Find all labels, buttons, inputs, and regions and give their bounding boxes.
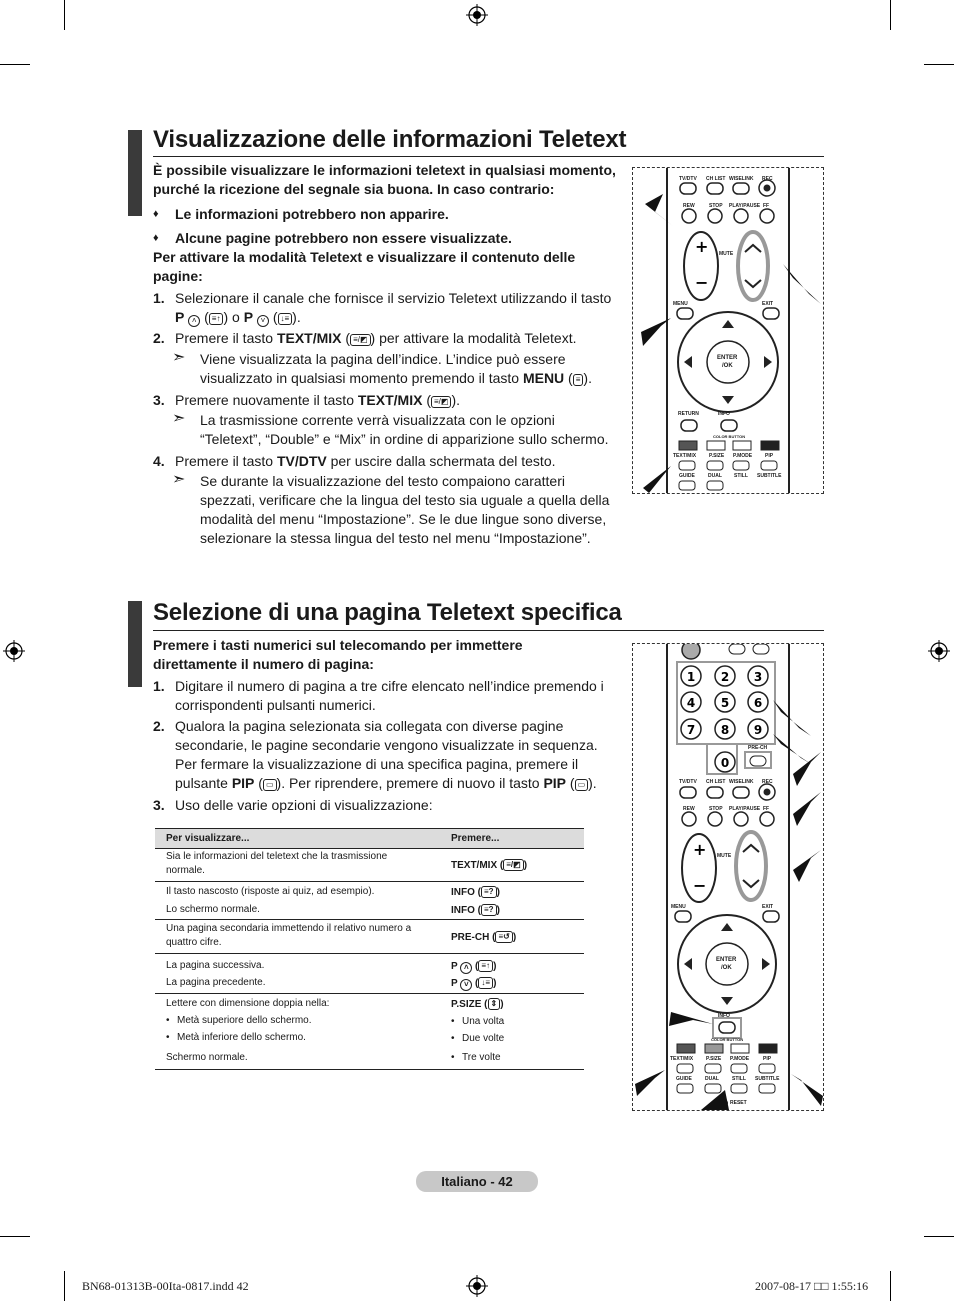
step-number: 1. [153, 290, 165, 306]
remote-illustration [632, 167, 824, 494]
info-label: INFO [718, 411, 730, 417]
table-cell: La pagina successiva. [166, 960, 265, 971]
digit-7: 7 [686, 723, 696, 737]
table-cell: Il tasto nascosto (risposte ai quiz, ad esempio). [166, 886, 375, 897]
digit-3: 3 [753, 670, 763, 684]
registration-mark-icon [3, 640, 25, 662]
teletext-next-icon: ≡↑ [209, 313, 224, 325]
section-rule [153, 630, 824, 631]
info-label: INFO [718, 1013, 730, 1019]
text-fragment: P.SIZE ( [451, 999, 488, 1010]
section-title: Visualizzazione delle informazioni Teletext [153, 126, 627, 153]
teletext-next-icon: ≡↑ [478, 960, 493, 972]
digit-2: 2 [720, 670, 730, 684]
step-text [175, 452, 556, 471]
chevron-up-icon: ˄ [460, 962, 472, 974]
crop-mark [890, 0, 891, 30]
color-button-label: COLOR BUTTON [713, 434, 746, 439]
mute-label: MUTE [717, 853, 732, 859]
text-fragment: TEXT/MIX ( [451, 860, 504, 871]
pre-ch-icon: ≡↺ [495, 931, 512, 943]
text-fragment: ). [451, 392, 461, 408]
pip-icon: ▭ [575, 779, 589, 791]
table-cell: Metà superiore dello schermo. [177, 1015, 312, 1026]
section-rule [153, 156, 824, 157]
digit-5: 5 [720, 696, 730, 710]
step-text: Digitare il numero di pagina a tre cifre elencato nell’indice premendo i [175, 678, 604, 694]
text-fragment: Premere il tasto [175, 453, 274, 469]
registration-mark-icon [466, 4, 488, 26]
svg-text:+: + [693, 840, 707, 859]
note-text: spezzati, verificare che la lingua del testo sia uguale a quella della [200, 492, 610, 508]
key-label: TEXT/MIX [357, 392, 423, 408]
ok-label: /OK [722, 363, 733, 369]
section-bar [128, 130, 142, 216]
note-arrow-icon: ➣ [172, 349, 186, 366]
dual-label: DUAL [708, 473, 722, 479]
note-text: La trasmissione corrente verrà visualizzata con le opzioni [200, 412, 555, 428]
psize-label: P.SIZE [706, 1056, 722, 1062]
rec-label: REC [762, 176, 773, 182]
table-cell: Sia le informazioni del teletext che la trasmissione [166, 851, 388, 862]
teletext-prev-icon: ↓≡ [478, 977, 493, 989]
step-number: 4. [153, 453, 165, 469]
wiselink-label: WISELINK [729, 779, 754, 785]
text-fragment: INFO ( [451, 905, 481, 916]
bullet-icon: • [166, 1032, 170, 1043]
crop-mark [0, 1236, 30, 1237]
text-mix-label: TEXT/MIX [670, 1056, 694, 1062]
intro-text: È possibile visualizzare le informazioni teletext in qualsiasi momento, [153, 162, 616, 178]
ff-label: FF [763, 806, 770, 812]
exit-label: EXIT [762, 301, 774, 307]
bullet-icon: ♦ [153, 232, 159, 244]
still-label: STILL [732, 1076, 746, 1082]
digit-8: 8 [720, 723, 730, 737]
table-cell: P ˄ ( ≡↑ ) [451, 961, 497, 972]
reset-label: RESET [730, 1100, 747, 1106]
pip-label: PIP [765, 453, 774, 459]
key-label: PIP [231, 775, 255, 791]
menu-label: MENU [671, 904, 686, 910]
bullet-icon: • [166, 1015, 170, 1026]
rew-label: REW [683, 806, 695, 812]
text-fragment: pulsante [175, 775, 228, 791]
text-fragment: INFO ( [451, 887, 481, 898]
crop-mark [64, 1271, 65, 1301]
step-number: 1. [153, 678, 165, 694]
bullet-icon: • [451, 1033, 455, 1044]
section-bar [128, 601, 142, 687]
table-cell: Una volta [462, 1016, 505, 1027]
step-number: 3. [153, 797, 165, 813]
table-header-cell: Per visualizzare... [166, 833, 250, 844]
text-fragment: Premere nuovamente il tasto [175, 392, 354, 408]
table-header-cell: Premere... [451, 833, 500, 844]
enter-label: ENTER [716, 957, 737, 963]
registration-mark-icon [466, 1275, 488, 1297]
text-fragment: ) o [223, 309, 240, 325]
step-text: P ˄ ( ≡↑ ) o P ˅ ( ↓≡ ). [175, 309, 301, 325]
note-text: “Teletext”, “Double” e “Mix” in ordine di apparizione sullo schermo. [200, 431, 609, 447]
step-text: Selezionare il canale che fornisce il servizio Teletext utilizzando il tasto [175, 290, 612, 306]
pre-ch-label: PRE-CH [748, 745, 768, 751]
digit-1: 1 [686, 670, 696, 684]
table-cell: quattro cifre. [166, 937, 222, 948]
size-icon: ⇕ [488, 998, 501, 1010]
section-title: Selezione di una pagina Teletext specifica [153, 599, 622, 626]
registration-mark-icon [928, 640, 950, 662]
digit-4: 4 [686, 696, 696, 710]
stop-label: STOP [709, 806, 723, 812]
key-label: P [243, 309, 254, 325]
key-label: P [175, 309, 185, 325]
teletext-mix-icon: ≡/◩ [350, 334, 370, 346]
crop-mark [0, 64, 30, 65]
step-number: 3. [153, 392, 165, 408]
table-row [155, 920, 584, 954]
bullet-icon: • [451, 1052, 455, 1063]
step-text: Qualora la pagina selezionata sia collegata con diverse pagine [175, 718, 564, 734]
text-fragment: PRE-CH ( [451, 932, 496, 943]
text-fragment: P [451, 978, 458, 989]
table-header-row [155, 828, 584, 849]
table-cell: Tre volte [462, 1052, 501, 1063]
print-slug-file: BN68-01313B-00Ita-0817.indd 42 [82, 1279, 249, 1293]
ch-list-label: CH LIST [706, 779, 726, 785]
bullet-text: Le informazioni potrebbero non apparire. [175, 206, 449, 222]
note-text: selezionare la stessa lingua del testo nel menu “Impostazione”. [200, 530, 591, 546]
step-number: 2. [153, 330, 165, 346]
table-cell: normale. [166, 865, 205, 876]
chevron-down-icon: ˅ [257, 315, 269, 327]
step-text: Premere nuovamente il tasto TEXT/MIX ( ≡/◩ ). [175, 392, 461, 408]
note-arrow-icon: ➣ [172, 471, 186, 488]
chevron-down-icon: ˅ [460, 979, 472, 991]
crop-mark [64, 0, 65, 30]
step-text: Uso delle varie opzioni di visualizzazione: [175, 797, 433, 813]
dual-label: DUAL [705, 1076, 719, 1082]
teletext-mix-icon: ≡/◩ [503, 859, 523, 871]
bullet-text: Alcune pagine potrebbero non essere visualizzate. [175, 230, 512, 246]
pmode-label: P.MODE [733, 453, 753, 459]
svg-text:+: + [695, 237, 709, 256]
note-arrow-icon: ➣ [172, 410, 186, 427]
pip-icon: ▭ [263, 779, 277, 791]
menu-icon: ≡ [573, 374, 584, 386]
info-icon: ≡? [481, 904, 497, 916]
table-cell: PRE-CH ( ≡↺ ) [451, 932, 517, 943]
text-fragment: visualizzato in qualsiasi momento premendo il tasto [200, 370, 520, 386]
digit-0: 0 [720, 756, 730, 770]
table-cell: Due volte [462, 1033, 505, 1044]
guide-label: GUIDE [679, 473, 695, 479]
rec-label: REC [762, 779, 773, 785]
key-label: TEXT/MIX [276, 330, 342, 346]
enter-label: ENTER [717, 355, 738, 361]
svg-text:−: − [695, 273, 709, 292]
table-cell: TEXT/MIX ( ≡/◩ ) [451, 860, 528, 871]
return-label: RETURN [678, 411, 699, 417]
color-button-label: COLOR BUTTON [711, 1037, 744, 1042]
step-text: Premere il tasto TEXT/MIX ( ≡/◩ ) per attivare la modalità Teletext. [175, 330, 577, 346]
subtitle-label: SUBTITLE [757, 473, 782, 479]
step-text: Per fermare la visualizzazione di una specifica pagina, premere il [175, 756, 579, 772]
remote-illustration [632, 643, 824, 1111]
text-fragment: per uscire dalla schermata del testo. [330, 453, 556, 469]
intro-text: Premere i tasti numerici sul telecomando per immettere [153, 637, 523, 653]
psize-label: P.SIZE [709, 453, 725, 459]
ff-label: FF [763, 203, 770, 209]
info-icon: ≡? [481, 886, 497, 898]
text-fragment: ). [583, 370, 592, 386]
still-label: STILL [734, 473, 748, 479]
table-cell: La pagina precedente. [166, 977, 266, 988]
note-text: modalità del menu “Impostazione”. Se le due lingue sono diverse, [200, 511, 607, 527]
mute-label: MUTE [719, 251, 734, 257]
table-cell: Schermo normale. [166, 1052, 248, 1063]
wiselink-label: WISELINK [729, 176, 754, 182]
table-row [155, 954, 584, 994]
table-cell: Lettere con dimensione doppia nella: [166, 998, 330, 1009]
text-fragment: ). [292, 309, 301, 325]
chevron-up-icon: ˄ [188, 315, 200, 327]
table-cell: INFO ( ≡? ) [451, 887, 500, 898]
table-cell: INFO ( ≡? ) [451, 905, 500, 916]
text-fragment: ). [588, 775, 597, 791]
intro-text: purché la ricezione del segnale sia buona. In caso contrario: [153, 181, 555, 197]
bullet-icon: • [451, 1016, 455, 1027]
svg-text:−: − [693, 876, 707, 895]
table-cell: Metà inferiore dello schermo. [177, 1032, 306, 1043]
text-fragment: ). Per riprendere, premere di nuovo il tasto [276, 775, 540, 791]
text-mix-label: TEXT/MIX [673, 453, 697, 459]
note-text: visualizzato in qualsiasi momento premendo il tasto MENU ( ≡ ). [200, 370, 592, 386]
text-fragment: Premere il tasto [175, 330, 274, 346]
stop-label: STOP [709, 203, 723, 209]
print-slug-date: 2007-08-17 □□ 1:55:16 [755, 1279, 869, 1293]
ch-list-label: CH LIST [706, 176, 726, 182]
teletext-mix-icon: ≡/◩ [431, 396, 451, 408]
subtitle-label: SUBTITLE [755, 1076, 780, 1082]
remote-drawing [633, 168, 823, 493]
guide-label: GUIDE [676, 1076, 692, 1082]
step-number: 2. [153, 718, 165, 734]
tv-dtv-label: TV/DTV [679, 779, 697, 785]
crop-mark [890, 1271, 891, 1301]
crop-mark [924, 64, 954, 65]
pip-label: PIP [763, 1056, 772, 1062]
menu-label: MENU [673, 301, 688, 307]
table-cell: Una pagina secondaria immettendo il relativo numero a [166, 923, 412, 934]
table-row [155, 994, 584, 1070]
digit-6: 6 [753, 696, 763, 710]
text-fragment: P [451, 961, 458, 972]
teletext-prev-icon: ↓≡ [278, 313, 293, 325]
key-label: MENU [522, 370, 565, 386]
rew-label: REW [683, 203, 695, 209]
activate-heading: pagine: [153, 268, 203, 284]
table-cell: P.SIZE ( ⇕ ) [451, 999, 504, 1010]
tv-dtv-label: TV/DTV [679, 176, 697, 182]
table-cell: P ˅ ( ↓≡ ) [451, 978, 497, 989]
digit-9: 9 [753, 723, 763, 737]
note-text: Viene visualizzata la pagina dell’indice. L’indice può essere [200, 351, 566, 367]
step-text: secondarie, le pagine secondarie vengono visualizzate in sequenza. [175, 737, 598, 753]
activate-heading: Per attivare la modalità Teletext e visualizzare il contenuto delle [153, 249, 576, 265]
ok-label: /OK [721, 965, 732, 971]
pmode-label: P.MODE [730, 1056, 750, 1062]
crop-mark [924, 1236, 954, 1237]
table-row [155, 848, 584, 882]
play-pause-label: PLAY/PAUSE [729, 203, 761, 209]
intro-text: direttamente il numero di pagina: [153, 656, 374, 672]
key-label: TV/DTV [276, 453, 327, 469]
table-row [155, 882, 584, 920]
page-number-badge: Italiano - 42 [416, 1171, 538, 1192]
bullet-icon: ♦ [153, 208, 159, 220]
exit-label: EXIT [762, 904, 774, 910]
table-cell: Lo schermo normale. [166, 904, 260, 915]
text-fragment: ) per attivare la modalità Teletext. [370, 330, 577, 346]
play-pause-label: PLAY/PAUSE [729, 806, 761, 812]
note-text: Se durante la visualizzazione del testo compaiono caratteri [200, 473, 565, 489]
step-text: corrispondenti pulsanti numerici. [175, 697, 376, 713]
key-label: PIP [543, 775, 567, 791]
step-text: pulsante PIP ( ▭ ). Per riprendere, premere di nuovo il tasto PIP ( ▭ ). [175, 775, 597, 791]
